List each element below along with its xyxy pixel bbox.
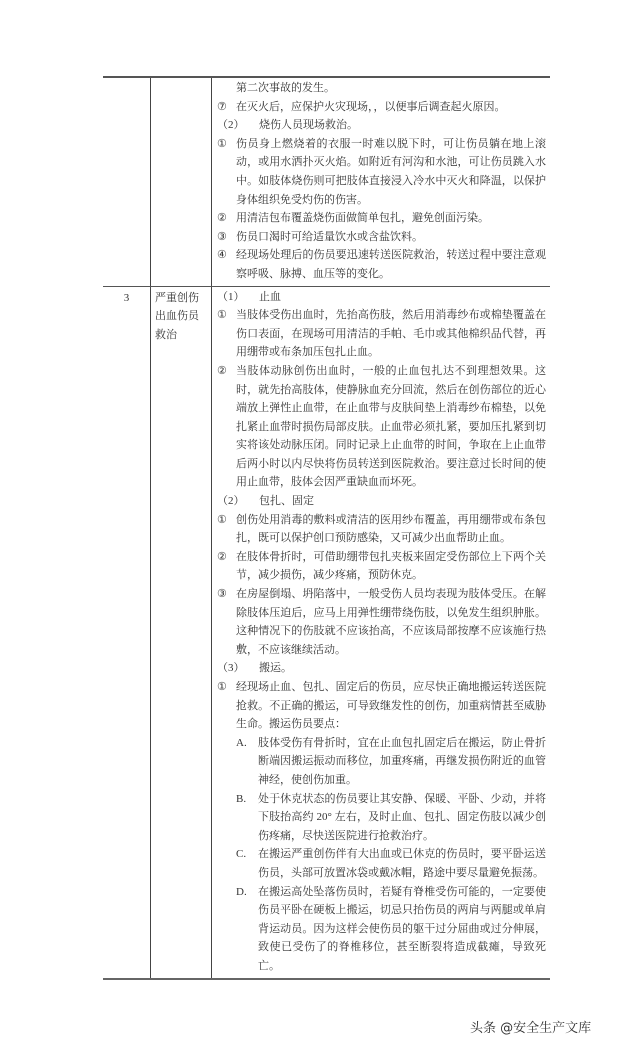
heading-text: 烧伤人员现场救治。 xyxy=(259,119,358,132)
item-marker: ① xyxy=(217,681,227,693)
item-text: 创伤处用消毒的敷料或清洁的医用纱布覆盖，再用绷带或布条包扎，既可以保护创口预防感染，又可减少出血帮助止血。 xyxy=(236,513,546,545)
list-item xyxy=(217,511,546,548)
list-item xyxy=(217,306,546,362)
item-marker: ③ xyxy=(217,230,227,243)
list-item xyxy=(217,678,546,734)
item-marker: ⑦ xyxy=(217,100,227,113)
list-item xyxy=(217,209,546,228)
item-text: 当肢体动脉创伤出血时，一般的止血包扎达不到理想效果。这时，就先抬高肢体，使静脉血充分回流，然后在创伤部位的近心端放上弹性止血带，在止血带与皮肤间垫上消毒纱布棉垫，以免扎紧止血带时损伤局部皮肤。止血带必须扎紧，要加压扎紧到切实将该处动脉压闭。同时记录上止血带的时间，争取在上止血带后两小时以内尽快将伤员转送到医院救治。要注意过长时间的使用止血带，肢体会因严重缺血而坏死。 xyxy=(236,364,546,489)
item-text: 当肢体受伤出血时，先抬高伤肢，然后用消毒纱布或棉垫覆盖在伤口表面，在现场可用清洁的手帕、毛巾或其他棉织品代替，再用绷带或布条加压包扎止血。 xyxy=(236,309,546,359)
list-item xyxy=(217,585,546,659)
item-marker: D. xyxy=(236,885,247,898)
item-text: 处于休克状态的伤员要让其安静、保暖、平卧、少动，并将下肢抬高约 20° 左右，及时止血、包扎、固定伤肢以减少创伤疼痛，尽快送医院进行抢救治疗。 xyxy=(258,792,546,842)
watermark: 头条 @安全生产文库 xyxy=(470,1020,592,1036)
heading-text: 搬运。 xyxy=(259,662,292,675)
list-item xyxy=(217,228,546,247)
item-text: 伤员口渴时可给适量饮水或含盐饮料。 xyxy=(236,230,423,243)
item-text: 第二次事故的发生。 xyxy=(236,82,335,94)
sub-list-item xyxy=(217,845,546,882)
item-marker: ① xyxy=(217,513,227,526)
item-marker: B. xyxy=(236,792,247,805)
section-heading xyxy=(217,116,546,135)
item-marker: ① xyxy=(217,309,227,322)
item-marker: ④ xyxy=(217,249,227,262)
section-heading xyxy=(217,659,546,678)
item-text: 在房屋倒塌、坍陷落中，一般受伤人员均表现为肢体受压。在解除肢体压迫后，应马上用弹性绷带绕伤肢，以免发生组织肿胀。这种情况下的伤肢就不应该抬高，不应该局部按摩不应该施行热敷，不应该继续活动。 xyxy=(236,588,546,656)
row-number xyxy=(103,78,151,286)
item-text: 经现场处理后的伤员要迅速转送医院救治，转送过程中要注意观察呼吸、脉搏、血压等的变化。 xyxy=(236,249,546,280)
heading-text: 止血 xyxy=(259,290,281,303)
item-marker: A. xyxy=(236,736,247,749)
table-row xyxy=(103,287,550,980)
procedure-table xyxy=(103,76,550,980)
list-item xyxy=(217,548,546,585)
sub-list-item xyxy=(217,883,546,976)
item-text: 在搬运高处坠落伤员时，若疑有脊椎受伤可能的，一定要使伤员平卧在硬板上搬运，切忌只抬伤员的两肩与两腿或单肩背运动员。因为这样会使伤员的躯干过分屈曲或过分伸展，致使已受伤了的脊椎移位，甚至断裂将造成截瘫，导致死亡。 xyxy=(258,885,546,972)
item-text: 用清洁包布覆盖烧伤面做简单包扎，避免创面污染。 xyxy=(236,212,489,225)
heading-marker: （2） xyxy=(217,495,245,508)
row-content xyxy=(212,287,550,978)
section-heading xyxy=(217,492,546,511)
list-item xyxy=(217,246,546,283)
sub-list-item xyxy=(217,790,546,846)
item-marker: ① xyxy=(217,137,227,150)
table-row xyxy=(103,76,550,287)
heading-marker: （3） xyxy=(217,662,245,675)
item-text: 伤员身上燃烧着的衣服一时难以脱下时，可让伤员躺在地上滚动，或用水洒扑灭火焰。如附近有河沟和水池，可让伤员跳入水中。如肢体烧伤则可把肢体直接浸入冷水中灭火和降温，以保护身体组织免受灼伤的伤害。 xyxy=(236,137,546,206)
list-item xyxy=(217,362,546,492)
row-title xyxy=(151,78,212,286)
item-text: 肢体受伤有骨折时，宜在止血包扎固定后在搬运，防止骨折断端因搬运振动而移位，加重疼痛，再继发损伤附近的血管神经，使创伤加重。 xyxy=(258,736,546,786)
item-text: 经现场止血、包扎、固定后的伤员，应尽快正确地搬运转送医院抢救。不正确的搬运，可导致继发性的创伤，加重病情甚至威胁生命。搬运伤员要点： xyxy=(236,681,546,731)
list-item xyxy=(217,98,546,117)
section-heading xyxy=(217,288,546,307)
row-content xyxy=(212,78,550,286)
list-item xyxy=(217,79,546,98)
item-marker: C. xyxy=(236,848,247,861)
item-marker: ③ xyxy=(217,588,227,601)
item-marker: ② xyxy=(217,212,227,225)
item-marker: ② xyxy=(217,364,227,377)
item-marker: ② xyxy=(217,550,227,563)
item-text: 在灭火后，应保护火灾现场，，以便事后调查起火原因。 xyxy=(236,100,506,113)
heading-marker: （2） xyxy=(217,119,245,132)
item-text: 在搬运严重创伤伴有大出血或已休克的伤员时，要平卧运送伤员，头部可放置冰袋或戴冰帽，路途中要尽量避免振荡。 xyxy=(258,848,546,879)
row-number: 3 xyxy=(103,287,151,978)
row-title: 严重创伤出血伤员救治 xyxy=(151,287,212,978)
sub-list-item xyxy=(217,734,546,790)
item-text: 在肢体骨折时，可借助绷带包扎夹板来固定受伤部位上下两个关节，减少损伤，减少疼痛，预防休克。 xyxy=(236,550,546,582)
list-item xyxy=(217,135,546,209)
heading-text: 包扎、固定 xyxy=(259,495,314,508)
heading-marker: （1） xyxy=(217,290,245,303)
